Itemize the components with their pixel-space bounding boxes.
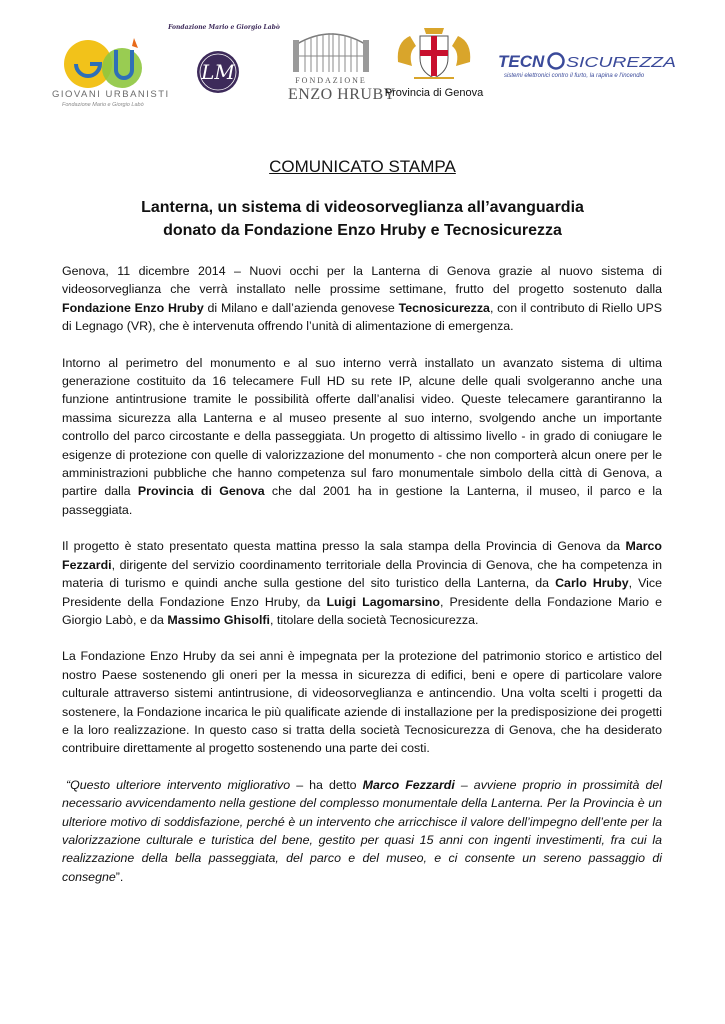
p1-bold-tecno: Tecnosicurezza	[398, 300, 490, 315]
hruby-line1: FONDAZIONE	[295, 76, 367, 85]
document-body	[62, 262, 662, 904]
paragraph-4: La Fondazione Enzo Hruby da sei anni è impegnata per la protezione del patrimonio storico e artistico del nostro Paese sostenendo gli oneri per la messa in sicurezza di edifici, beni e opere di particolare valore culturale attraverso sistemi antintrusione, di videosorveglianza e antincendio. Una volta scelti i progetti da sostenere, la Fondazione incarica le più qualificate aziende di installazione per la predisposizione dei progetti e la loro realizzazione. In questo caso si tratta della società Tecnosicurezza di Genova, che ha desiderato contribuire direttamente al progetto sostenendo una parte dei costi.	[62, 649, 662, 756]
hruby-gate-icon	[291, 26, 371, 72]
labo-monogram-emblem	[196, 50, 240, 94]
p2-bold-provincia: Provincia di Genova	[137, 484, 265, 499]
p3-text-e: , Vice Presidente della Fondazione Enzo Hruby, da	[62, 576, 663, 609]
tecnosicurezza-subtitle: sistemi elettronici contro il furto, la rapina e l'incendio	[504, 73, 645, 79]
giovani-urbanisti-mark	[58, 34, 158, 92]
document-heading: COMUNICATO STAMPA	[269, 157, 456, 176]
tecnosicurezza-logo	[498, 50, 680, 90]
p3-text-i: , titolare della società Tecnosicurezza.	[270, 612, 479, 627]
p5-quote-d: – avviene proprio in prossimità del necessario avvicendamento nella gestione del complesso monumentale della Lanterna. Per la Provincia è un ulteriore motivo di soddisfazione, perché è un intervento che arricchisce il valore dell’impegno dell’ente per la valorizzazione culturale e turistica del bene, gestito per quasi 15 anni con ingenti investimenti, fra cui la realizzazione della bella passeggiata, del parco e del museo, e ci consente un sereno passaggio di consegne	[62, 777, 662, 884]
p2-text-a: Intorno al perimetro del monumento e al suo interno verrà installato un avanzato sistema di ultima generazione costituito da 16 telecamere Full HD su rete IP, alcune delle quali svolgeranno anche una funzione antintrusione tramite le possibilità offerte dall’analisi video. Queste telecamere garantiranno la massima sicurezza alla Lanterna e al museo presente al suo interno, svolgendo anche un importante controllo del parco circostante e della passeggiata. Un progetto di altissimo livello - in grado di coniugare le esigenze di protezione con quelle di valorizzazione del monumento - che non comporterà alcun onere per le amministrazioni pubbliche che hanno competenza sul faro monumentale simbolo della città di Genova, a partire dalla	[62, 355, 662, 499]
title-line-1: Lanterna, un sistema di videosorveglianza all’avanguardia	[141, 199, 584, 216]
hruby-line2: ENZO HRUBY	[288, 86, 396, 103]
paragraph-2	[62, 354, 662, 520]
p5-text-e: ”.	[115, 869, 124, 884]
p5-quote-a: “Questo ulteriore intervento migliorativo	[66, 777, 291, 792]
paragraph-1	[62, 262, 662, 336]
tecno-brand-b: SICUREZZA	[566, 54, 676, 71]
logo-bar	[0, 22, 725, 112]
giovani-urbanisti-subtitle: Fondazione Mario e Giorgio Labò	[62, 102, 144, 108]
tecnosicurezza-wordmark	[498, 50, 680, 72]
title-line-2: donato da Fondazione Enzo Hruby e Tecnosicurezza	[163, 222, 562, 239]
provincia-logo	[384, 22, 484, 108]
document-title	[0, 196, 725, 242]
labo-logo	[168, 24, 280, 110]
giovani-urbanisti-title: GIOVANI URBANISTI	[52, 89, 170, 100]
tecno-globe-icon	[549, 54, 564, 69]
hruby-logo	[288, 26, 396, 106]
p1-text-e: , con il contributo di Riello UPS di Legnago (VR), che è intervenuta offrendo l’unità di alimentazione di emergenza.	[62, 300, 663, 334]
labo-title: Fondazione Mario e Giorgio Labò	[168, 24, 280, 31]
p3-text-g: , Presidente della Fondazione Mario e Giorgio Labò, e da	[62, 594, 662, 627]
p1-bold-hruby: Fondazione Enzo Hruby	[62, 300, 204, 315]
p3-text-c: , dirigente del servizio coordinamento territoriale della Provincia di Genova, che ha competenza in materia di turismo e quindi anche sulla gestione del sito turistico della Lanterna, da	[62, 557, 662, 591]
provincia-crest-icon	[394, 22, 474, 84]
tecno-brand-a: TECN	[498, 52, 545, 71]
p3-bold-hruby: Carlo Hruby	[555, 576, 629, 591]
p3-bold-ghisolfi: Massimo Ghisolfi	[167, 612, 270, 627]
provincia-name: Provincia di Genova	[384, 87, 484, 99]
p3-bold-fezzardi: Marco Fezzardi	[62, 539, 662, 572]
p5-text-b: – ha detto	[290, 777, 363, 792]
paragraph-3	[62, 537, 662, 629]
labo-monogram: LM	[201, 60, 235, 84]
paragraph-5-quote	[62, 776, 662, 886]
p2-text-c: che dal 2001 ha in gestione la Lanterna, il museo, il parco e la passeggiata.	[62, 484, 662, 517]
giovani-urbanisti-logo	[52, 34, 170, 116]
p3-text-a: Il progetto è stato presentato questa mattina presso la sala stampa della Provincia di Genova da	[62, 539, 626, 554]
p1-text-c: di Milano e dall’azienda genovese	[203, 300, 399, 315]
p5-bold-fezzardi: Marco Fezzardi	[362, 777, 455, 792]
p3-bold-lagomarsino: Luigi Lagomarsino	[326, 594, 440, 609]
p1-text-a: Genova, 11 dicembre 2014 – Nuovi occhi per la Lanterna di Genova grazie al nuovo sistema di videosorveglianza che verrà installato nelle prossime settimane, frutto del progetto sostenuto dalla	[62, 264, 662, 297]
